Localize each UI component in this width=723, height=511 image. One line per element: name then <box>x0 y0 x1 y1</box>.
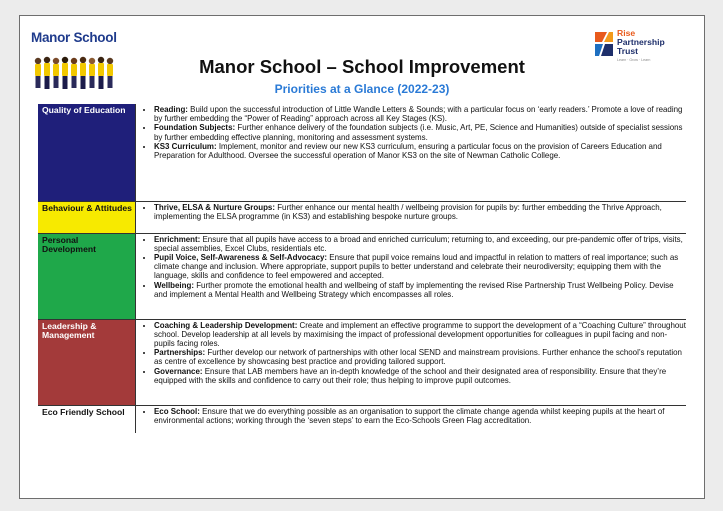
category-label: Personal Development <box>42 234 96 255</box>
priority-heading: Partnerships: <box>154 348 206 358</box>
priority-text: Ensure that pupil voice remains loud and impactful in relation to matters of real importance; such as climate change and inclusion. Where appropriate, support pupils to better understand and celebrate their neurodiversity; equipping them with the language, skills and confidence to feel empowered and accepted. <box>154 252 679 281</box>
trust-name <box>617 29 665 57</box>
category-cell <box>38 104 136 201</box>
priority-item <box>154 407 686 425</box>
category-label: Quality of Education <box>42 105 126 115</box>
priority-row <box>38 233 686 319</box>
priority-item <box>154 105 686 123</box>
priority-heading: Thrive, ELSA & Nurture Groups: <box>154 202 275 212</box>
trust-name-line: Rise <box>617 28 636 38</box>
priority-heading: Governance: <box>154 366 203 376</box>
rise-trust-mark-icon <box>593 30 615 58</box>
priority-item <box>154 235 686 253</box>
priority-item <box>154 321 686 349</box>
page-title: Manor School – School Improvement <box>199 56 525 77</box>
priority-heading: Wellbeing: <box>154 280 194 290</box>
trust-tagline: Learn · Grow · Learn <box>617 58 651 62</box>
category-label: Behaviour & Attitudes <box>42 202 132 213</box>
priority-item <box>154 367 686 385</box>
priority-heading: KS3 Curriculum: <box>154 141 217 151</box>
priority-text: Build upon the successful introduction of Little Wandle Letters & Sounds; with a particular focus on ‘early readers.’ Promote a love of reading by further embedding the “Power of Reading” approach across all Key Stages (KS). <box>154 105 683 124</box>
priority-text: Implement, monitor and review our new KS3 curriculum, ensuring a particular focus on the provision of Careers Education and Preparation for Adulthood. Oversee the successful operation of Manor KS3 on the site of Newman Catholic College. <box>154 141 662 161</box>
priority-heading: Enrichment: <box>154 234 201 244</box>
priority-item <box>154 253 686 281</box>
priority-text: Further enhance our mental health / wellbeing provision for pupils by: further embedding the Thrive Approach, implementing the ELSA programme (in KS3) and establishing bespoke nurture groups. <box>154 202 662 221</box>
priority-item <box>154 142 686 160</box>
priority-heading: Pupil Voice, Self-Awareness & Self-Advocacy: <box>154 252 328 262</box>
priority-row <box>38 405 686 433</box>
priorities-table <box>38 104 686 433</box>
priority-item <box>154 281 686 299</box>
priority-text: Ensure that all pupils have access to a broad and enriched curriculum; returning to, and exceeding, our pre-pandemic offer of trips, visits, special assemblies, Excel Clubs, residentials etc. <box>154 234 683 253</box>
description-cell <box>136 201 687 233</box>
description-cell <box>136 405 687 433</box>
description-cell <box>136 104 687 201</box>
trust-name-line: Partnership <box>617 37 665 48</box>
rise-partnership-trust-logo <box>593 28 703 70</box>
priority-row <box>38 104 686 201</box>
category-cell <box>38 319 136 405</box>
school-logo-text: Manor School <box>31 30 117 45</box>
priority-item <box>154 348 686 366</box>
category-cell <box>38 233 136 319</box>
priority-item <box>154 123 686 141</box>
priority-heading: Eco School: <box>154 406 200 416</box>
priority-heading: Foundation Subjects: <box>154 123 236 133</box>
priority-text: Ensure that LAB members have an in-depth knowledge of the school and their designated area of responsibility. Ensure that they’re equipped with the skills and confidence to carry out their role; thus helping to improve pupil outcomes. <box>154 366 667 385</box>
priority-text: Further develop our network of partnerships with other local SEND and mainstream provisions. Further enhance the school’s reputation as centre of excellence by showcasing best practice and providing tailored support. <box>154 348 682 367</box>
priority-heading: Reading: <box>154 105 188 114</box>
trust-name-line: Trust <box>617 46 639 57</box>
document-page <box>19 15 705 499</box>
description-cell <box>136 233 687 319</box>
category-label: Leadership & Management <box>42 320 97 341</box>
priority-item <box>154 203 686 221</box>
priority-heading: Coaching & Leadership Development: <box>154 320 298 330</box>
priority-text: Further promote the emotional health and wellbeing of staff by implementing the revised Rise Partnership Trust Wellbeing Policy. Devise and implement a Mental Health and Wellbeing Strategy which encompasses all roles. <box>154 280 674 299</box>
priority-row <box>38 319 686 405</box>
priority-text: Ensure that we do everything possible as an organisation to support the climate change agenda whilst keeping pupils at the heart of environmental actions; working through the ‘seven steps’ to earn the Eco-Schools Green Flag accreditation. <box>154 406 665 425</box>
page-subtitle: Priorities at a Glance (2022-23) <box>274 82 450 96</box>
category-cell <box>38 201 136 233</box>
priority-text: Further enhance delivery of the foundation subjects (i.e. Music, Art, PE, Science and Humanities) outside of specialist sessions by further embedding effective planning, monitoring and assessment systems. <box>154 123 683 142</box>
priority-row <box>38 201 686 233</box>
category-label: Eco Friendly School <box>42 406 125 417</box>
category-cell <box>38 405 136 433</box>
description-cell <box>136 319 687 405</box>
priority-text: Create and implement an effective programme to support the development of a “Coaching Culture” throughout school. Develop leadership at all levels by maximising the impact of professional development opportunities for colleagues in pupil facing and non-pupils facing roles. <box>154 320 686 348</box>
